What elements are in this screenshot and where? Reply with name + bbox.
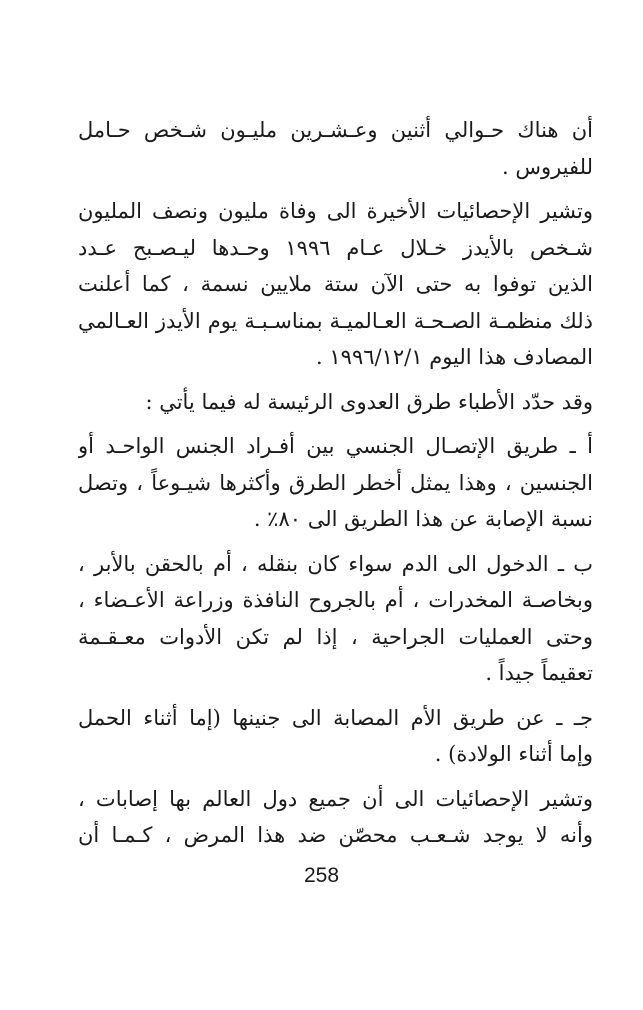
- text-line: وبخاصـة المخدرات ، أم بالجروح النافذة وزراعة الأعـضاء ،: [78, 588, 593, 612]
- text-line: وإما أثناء الولادة) .: [434, 742, 593, 766]
- text-line: ب ـ الدخول الى الدم سواء كان بنقله ، أم بالحقن بالأبر ،: [78, 551, 593, 576]
- paragraph: [78, 700, 593, 773]
- paragraph: [78, 193, 593, 376]
- text-line: وأنه لا يوجد شـعـب محصّن ضد هذا المرض ، كـمـا أن: [78, 823, 593, 847]
- body-text: [78, 112, 593, 862]
- text-line: نسبة الإصابة عن هذا الطريق الى ٨٠٪ .: [253, 507, 593, 531]
- text-line: تعقيماً جيداً .: [485, 661, 593, 685]
- text-line: ذلك منظمـة الصـحـة العـالميـة بمناسـبـة يوم الأيدز العـالمي: [78, 308, 593, 333]
- paragraph: [78, 546, 593, 692]
- text-line: شـخص بالأيدز خـلال عـام ١٩٩٦ وحـدها ليـصـبح عـدد: [78, 235, 593, 260]
- paragraph: [78, 384, 593, 421]
- text-line: الذين توفوا به حتى الآن ستة ملايين نسمة ، كما أعلنت: [78, 272, 593, 296]
- paragraph: [78, 112, 593, 185]
- text-line: وقد حدّد الأطباء طرق العدوى الرئيسة له فيما يأتي :: [145, 389, 593, 414]
- text-line: جـ ـ عن طريق الأم المصابة الى جنينها (إما أثناء الحمل: [78, 705, 593, 730]
- text-line: أن هناك حـوالي أثنين وعـشـرين مليـون شـخص حـامل: [78, 118, 593, 142]
- paragraph: [78, 781, 593, 854]
- text-line: الجنسين ، وهذا يمثل أخطر الطرق وأكثرها شيـوعاً ، وتصل: [78, 470, 593, 495]
- text-line: للفيروس .: [501, 154, 593, 179]
- text-line: وتشير الإحصائيات الى أن جميع دول العالم بها إصابات ،: [78, 786, 593, 811]
- page-number: 258: [303, 864, 340, 887]
- text-line: وحتى العمليات الجراحية ، إذا لم تكن الأدوات معـقـمة: [78, 624, 593, 649]
- text-line: أ ـ طريق الإتصـال الجنسي بين أفـراد الجنس الواحـد أو: [78, 434, 593, 458]
- text-line: المصادف هذا اليوم ١٩٩٦/١٢/١ .: [316, 345, 593, 369]
- text-line: وتشير الإحصائيات الأخيرة الى وفاة مليون ونصف المليون: [78, 199, 593, 223]
- paragraph: [78, 428, 593, 538]
